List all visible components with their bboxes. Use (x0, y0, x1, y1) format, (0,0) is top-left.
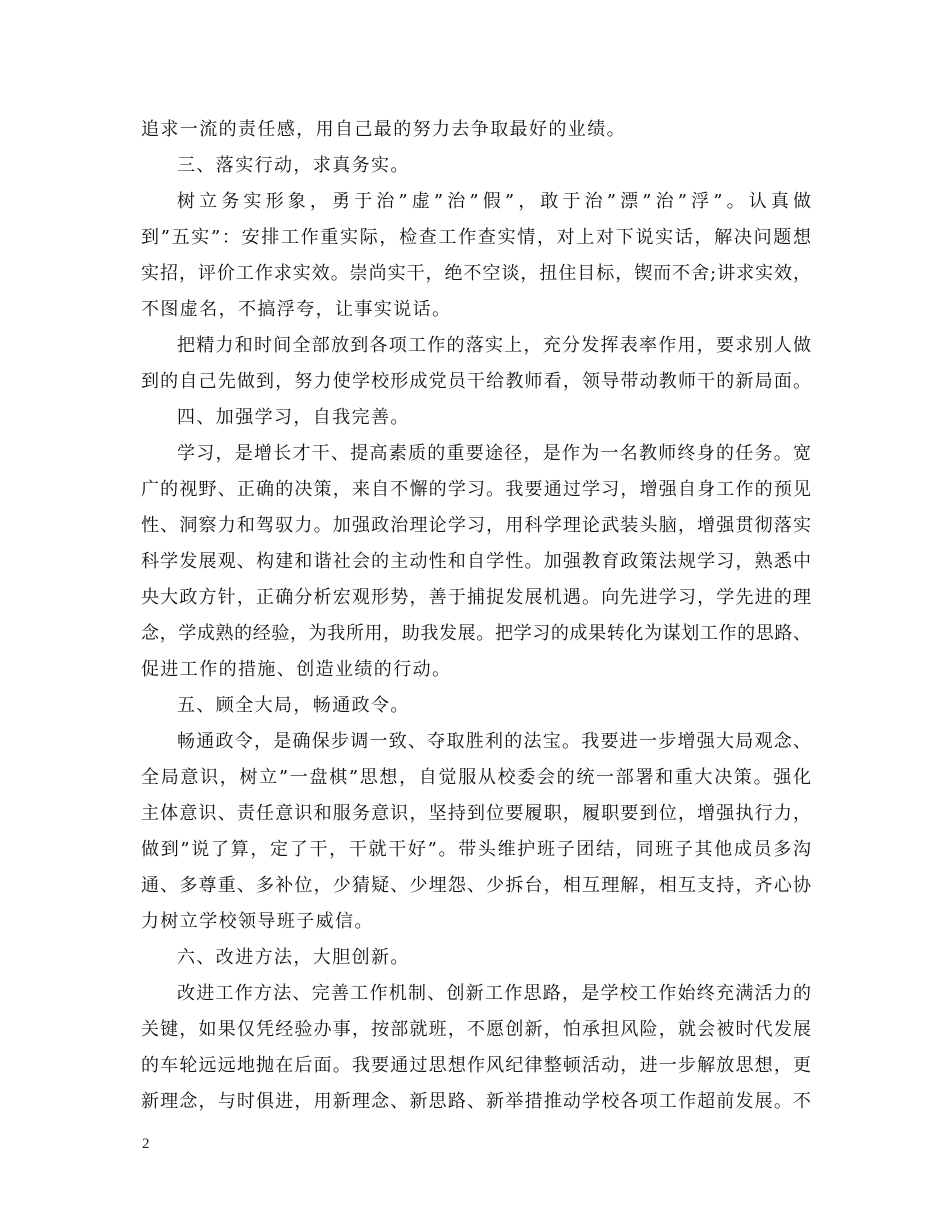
text-line: 实招，评价工作求实效。崇尚实干，绝不空谈，扭住目标，锲而不舍;讲求实效， (141, 263, 811, 284)
text-line: 改进工作方法、完善工作机制、创新工作思路，是学校工作始终充满活力的 (177, 983, 811, 1004)
section-heading-4: 四、加强学习，自我完善。 (177, 407, 410, 428)
text-line: 学习，是增长才干、提高素质的重要途径，是作为一名教师终身的任务。宽 (177, 443, 811, 464)
text-line: 不图虚名，不搞浮夸，让事实说话。 (141, 299, 452, 320)
text-line: 性、洞察力和驾驭力。加强政治理论学习，用科学理论武装头脑，增强贯彻落实 (141, 515, 811, 536)
text-line: 广的视野、正确的决策，来自不懈的学习。我要通过学习，增强自身工作的预见 (141, 479, 811, 500)
text-line: 央大政方针，正确分析宏观形势，善于捕捉发展机遇。向先进学习，学先进的理 (141, 587, 811, 608)
section-heading-3: 三、落实行动，求真务实。 (177, 155, 410, 176)
text-line: 新理念，与时俱进，用新理念、新思路、新举措推动学校各项工作超前发展。不 (141, 1091, 811, 1112)
text-line: 力树立学校领导班子威信。 (141, 911, 374, 932)
text-line: 通、多尊重、多补位，少猜疑、少埋怨、少拆台，相互理解，相互支持，齐心协 (141, 875, 811, 896)
text-line: 做到”说了算，定了干，干就干好”。带头维护班子团结，同班子其他成员多沟 (141, 839, 811, 860)
section-heading-5: 五、顾全大局，畅通政令。 (177, 695, 410, 716)
section-heading-6: 六、改进方法，大胆创新。 (177, 947, 410, 968)
text-line: 畅通政令，是确保步调一致、夺取胜利的法宝。我要进一步增强大局观念、 (177, 731, 811, 752)
text-line: 到的自己先做到，努力使学校形成党员干给教师看，领导带动教师干的新局面。 (141, 371, 811, 392)
text-line: 科学发展观、构建和谐社会的主动性和自学性。加强教育政策法规学习，熟悉中 (141, 551, 811, 572)
text-line: 的车轮远远地抛在后面。我要通过思想作风纪律整顿活动，进一步解放思想，更 (141, 1055, 811, 1076)
text-line: 树立务实形象，勇于治”虚”治”假”，敢于治”漂”治”浮”。认真做 (177, 191, 811, 212)
text-line: 念，学成熟的经验，为我所用，助我发展。把学习的成果转化为谋划工作的思路、 (141, 623, 811, 644)
page-number: 2 (142, 1136, 150, 1152)
text-line: 到”五实”：安排工作重实际，检查工作查实情，对上对下说实话，解决问题想 (141, 227, 811, 248)
text-line: 促进工作的措施、创造业绩的行动。 (141, 659, 452, 680)
text-line: 主体意识、责任意识和服务意识，坚持到位要履职，履职要到位，增强执行力， (141, 803, 811, 824)
text-line: 追求一流的责任感，用自己最的努力去争取最好的业绩。 (141, 119, 626, 140)
text-line: 全局意识，树立”一盘棋”思想，自觉服从校委会的统一部署和重大决策。强化 (141, 767, 811, 788)
text-line: 关键，如果仅凭经验办事，按部就班，不愿创新，怕承担风险，就会被时代发展 (141, 1019, 811, 1040)
text-line: 把精力和时间全部放到各项工作的落实上，充分发挥表率作用，要求别人做 (177, 335, 811, 356)
